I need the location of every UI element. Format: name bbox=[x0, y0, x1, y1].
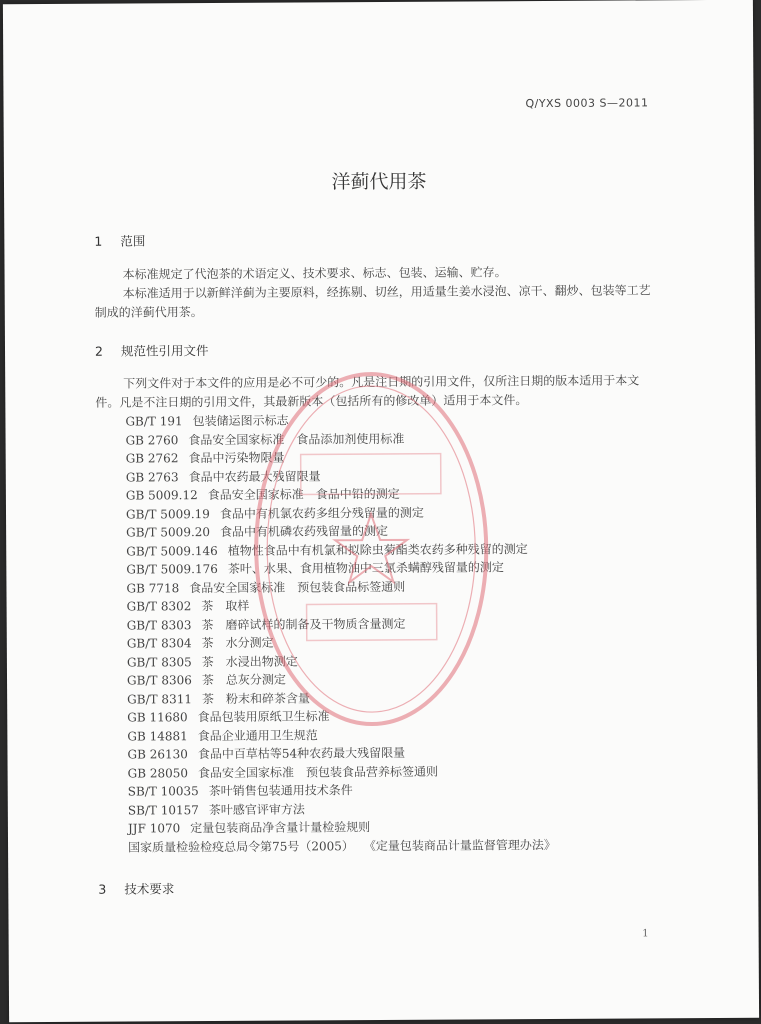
reference-title: 食品中有机氯农药多组分残留量的测定 bbox=[219, 505, 424, 521]
reference-title: 食品安全国家标准 食品添加剂使用标准 bbox=[188, 431, 405, 447]
references-intro: 下列文件对于本文件的应用是必不可少的。凡是注日期的引用文件，仅所注日期的版本适用于本文件。凡是不注日期的引用文件，其最新版本（包括所有的修改单）适用于本文件。 bbox=[95, 373, 640, 410]
reference-code: GB 14881 bbox=[127, 728, 188, 744]
reference-code: GB/T 8305 bbox=[126, 654, 192, 670]
section-2-heading bbox=[95, 341, 209, 360]
reference-title: 茶 水分测定 bbox=[201, 635, 274, 651]
reference-code: GB 28050 bbox=[127, 765, 189, 781]
reference-code: GB 26130 bbox=[127, 747, 188, 762]
reference-code: GB/T 5009.19 bbox=[125, 506, 210, 522]
reference-code: GB/T 5009.146 bbox=[126, 543, 218, 559]
reference-title: 茶 粉末和碎茶含量 bbox=[201, 690, 311, 706]
reference-title: 食品安全国家标准 食品中铅的测定 bbox=[207, 486, 400, 503]
reference-code: GB/T 8303 bbox=[126, 617, 192, 633]
reference-title: 茶 水浸出物测定 bbox=[201, 654, 298, 669]
reference-code: GB/T 191 bbox=[125, 414, 183, 429]
reference-code: GB 2762 bbox=[125, 451, 179, 466]
reference-title: 食品安全国家标准 预包装食品标签通则 bbox=[189, 579, 406, 595]
reference-title: 《定量包装商品计量监督管理办法》 bbox=[363, 837, 556, 853]
reference-title: 定量包装商品净含量计量检验规则 bbox=[190, 820, 371, 836]
document-title: 洋蓟代用茶 bbox=[331, 170, 427, 194]
reference-item bbox=[128, 835, 556, 856]
reference-code: GB 11680 bbox=[127, 710, 188, 725]
reference-title: 茶叶销售包装通用技术条件 bbox=[208, 783, 353, 799]
reference-code: GB/T 8311 bbox=[127, 691, 192, 707]
section-title: 规范性引用文件 bbox=[120, 343, 209, 359]
reference-item bbox=[126, 558, 554, 579]
scope-paragraph-1: 本标准规定了代泡茶的术语定义、技术要求、标志、包装、运输、贮存。 bbox=[122, 265, 507, 282]
reference-code: GB 5009.12 bbox=[125, 488, 198, 503]
section-number: 2 bbox=[94, 343, 104, 359]
reference-title: 食品安全国家标准 预包装食品营养标签通则 bbox=[197, 764, 439, 780]
reference-title: 茶叶感官评审方法 bbox=[208, 801, 305, 817]
document-page bbox=[3, 0, 759, 1022]
reference-title: 食品中污染物限量 bbox=[188, 450, 285, 466]
reference-title: 茶 总灰分测定 bbox=[201, 672, 286, 688]
reference-code: GB/T 5009.20 bbox=[126, 525, 211, 540]
section-number: 3 bbox=[98, 881, 107, 897]
reference-code: GB/T 8302 bbox=[126, 599, 192, 614]
reference-code: SB/T 10157 bbox=[127, 802, 199, 818]
standard-number: Q/YXS 0003 S—2011 bbox=[525, 96, 649, 111]
reference-code: GB 2760 bbox=[125, 432, 179, 448]
reference-code: GB 2763 bbox=[125, 469, 179, 485]
section-title: 范围 bbox=[120, 233, 146, 249]
reference-title: 食品中农药最大残留限量 bbox=[188, 468, 321, 484]
reference-code: GB/T 5009.176 bbox=[126, 561, 218, 577]
reference-title: 植物性食品中有机氯和拟除虫菊酯类农药多种残留的测定 bbox=[227, 541, 528, 558]
section-number: 1 bbox=[94, 233, 103, 249]
reference-list bbox=[125, 410, 556, 857]
section-1-heading bbox=[94, 231, 145, 249]
reference-code: GB 7718 bbox=[126, 580, 180, 596]
section-3-heading bbox=[98, 879, 174, 897]
reference-title: 茶 取样 bbox=[201, 598, 250, 614]
reference-title: 食品中有机磷农药残留量的测定 bbox=[219, 523, 389, 539]
reference-title: 茶 磨碎试样的制备及干物质含量测定 bbox=[201, 616, 406, 632]
reference-code: SB/T 10035 bbox=[127, 784, 199, 799]
reference-title: 包装储运图示标志 bbox=[192, 413, 289, 429]
reference-title: 食品中百草枯等54种农药最大残留限量 bbox=[197, 745, 406, 762]
reference-code: GB/T 8304 bbox=[126, 636, 192, 651]
reference-code: 国家质量检验检疫总局令第75号（2005） bbox=[128, 838, 354, 855]
scope-paragraph-2: 本标准适用于以新鲜洋蓟为主要原料，经拣剔、切丝，用适量生姜水浸泡、凉干、翻炒、包装等工艺制成的洋蓟代用茶。 bbox=[94, 283, 651, 320]
section-title: 技术要求 bbox=[124, 881, 175, 897]
reference-code: JJF 1070 bbox=[127, 821, 181, 836]
reference-title: 食品企业通用卫生规范 bbox=[197, 727, 318, 743]
page-number: 1 bbox=[642, 928, 649, 940]
reference-title: 茶叶、水果、食用植物油中三氯杀螨醇残留量的测定 bbox=[227, 560, 504, 576]
reference-code: GB/T 8306 bbox=[126, 673, 192, 688]
reference-title: 食品包装用原纸卫生标准 bbox=[197, 709, 330, 725]
